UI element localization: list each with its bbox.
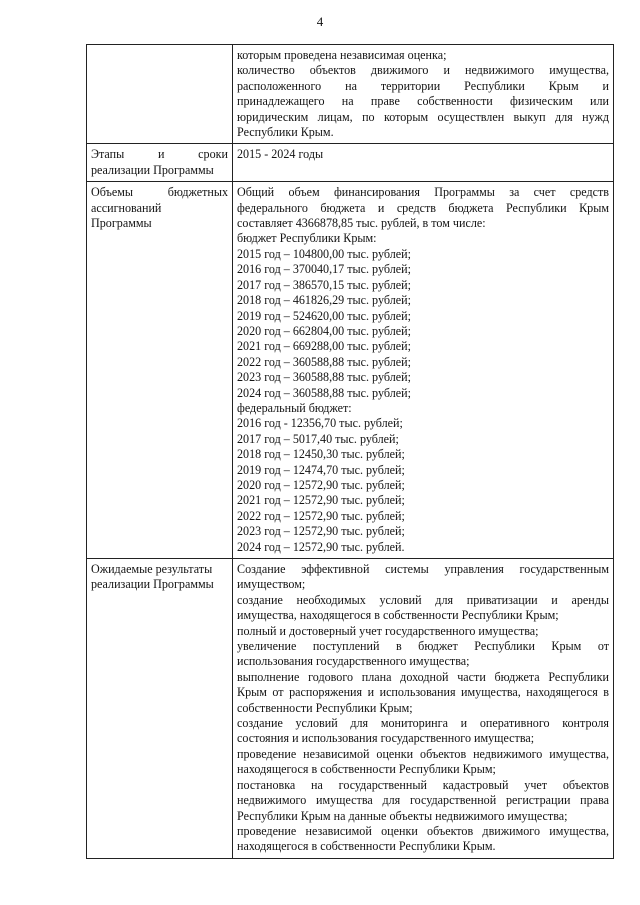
- text-line: имущества, находящегося в собственности Республики Крым;: [237, 608, 559, 623]
- table-row-budget: [87, 182, 614, 559]
- regional-budget-item: 2017 год – 386570,15 тыс. рублей;: [237, 277, 411, 292]
- text-line: расположенного на территории Республики Крым и: [237, 78, 609, 93]
- text-line: Создание эффективной системы управления государственным: [237, 562, 609, 576]
- content-cell-results: [233, 559, 614, 859]
- federal-budget-item: 2023 год – 12572,90 тыс. рублей;: [237, 524, 405, 539]
- regional-budget-item: 2015 год – 104800,00 тыс. рублей;: [237, 246, 411, 261]
- table-row-continuation: [87, 45, 614, 144]
- content-cell-stages: [233, 144, 614, 182]
- content-cell-continuation: [233, 45, 614, 144]
- passport-table: [86, 44, 614, 859]
- text-line: состояния и использования государственного имущества;: [237, 731, 535, 746]
- text-line: использования государственного имущества;: [237, 654, 470, 669]
- label-line: реализации Программы: [91, 577, 214, 592]
- page-number: 4: [316, 14, 324, 29]
- text-line: выполнение годового плана доходной части бюджета Республики: [237, 669, 609, 684]
- text-line: федерального бюджета и средств бюджета Республики Крым: [237, 200, 609, 215]
- text-line: принадлежащего на праве собственности физическим или: [237, 94, 609, 109]
- label-cell-empty: [87, 45, 233, 144]
- regional-budget-item: 2016 год – 370040,17 тыс. рублей;: [237, 262, 411, 277]
- label-cell-results: [87, 559, 233, 859]
- text-line: увеличение поступлений в бюджет Республики Крым от: [237, 639, 609, 654]
- label-cell-stages: [87, 144, 233, 182]
- label-line: Этапы и сроки: [91, 147, 228, 162]
- federal-budget-title: федеральный бюджет:: [237, 400, 352, 415]
- regional-budget-item: 2021 год – 669288,00 тыс. рублей;: [237, 339, 411, 354]
- label-line: реализации Программы: [91, 162, 214, 177]
- text-line: которым проведена независимая оценка;: [237, 48, 447, 62]
- label-line: ассигнований: [91, 200, 162, 215]
- regional-budget-item: 2024 год – 360588,88 тыс. рублей;: [237, 385, 411, 400]
- text-line: Общий объем финансирования Программы за счет средств: [237, 185, 609, 200]
- label-line: Объемы бюджетных: [91, 185, 228, 200]
- federal-budget-item: 2016 год - 12356,70 тыс. рублей;: [237, 416, 403, 431]
- stages-value: 2015 - 2024 годы: [237, 147, 324, 162]
- federal-budget-item: 2024 год – 12572,90 тыс. рублей.: [237, 539, 405, 554]
- federal-budget-item: 2020 год – 12572,90 тыс. рублей;: [237, 477, 405, 492]
- label-line: Программы: [91, 216, 152, 231]
- label-cell-budget: [87, 182, 233, 559]
- text-line: создание условий для мониторинга и оперативного контроля: [237, 716, 609, 731]
- text-line: имуществом;: [237, 577, 306, 592]
- regional-budget-item: 2023 год – 360588,88 тыс. рублей;: [237, 370, 411, 385]
- text-line: находящегося в собственности Республики Крым.: [237, 839, 496, 854]
- text-line: постановка на государственный кадастровый учет объектов: [237, 777, 609, 792]
- federal-budget-item: 2018 год – 12450,30 тыс. рублей;: [237, 447, 405, 462]
- text-line: проведение независимой оценки объектов недвижимого имущества,: [237, 746, 609, 761]
- text-line: находящегося в собственности Республики Крым;: [237, 762, 496, 777]
- federal-budget-item: 2022 год – 12572,90 тыс. рублей;: [237, 508, 405, 523]
- text-line: Республики Крым на данные объекты недвижимого имущества;: [237, 808, 568, 823]
- federal-budget-item: 2019 год – 12474,70 тыс. рублей;: [237, 462, 405, 477]
- federal-budget-item: 2021 год – 12572,90 тыс. рублей;: [237, 493, 405, 508]
- text-line: составляет 4366878,85 тыс. рублей, в том числе:: [237, 216, 486, 231]
- text-line: собственности Республики Крым;: [237, 700, 413, 715]
- text-line: Республики Крым.: [237, 125, 334, 140]
- text-line: проведение независимой оценки объектов движимого имущества,: [237, 823, 609, 838]
- text-line: количество объектов движимого и недвижимого имущества,: [237, 63, 609, 78]
- regional-budget-item: 2022 год – 360588,88 тыс. рублей;: [237, 354, 411, 369]
- regional-budget-item: 2020 год – 662804,00 тыс. рублей;: [237, 323, 411, 338]
- text-line: создание необходимых условий для приватизации и аренды: [237, 592, 609, 607]
- federal-budget-item: 2017 год – 5017,40 тыс. рублей;: [237, 431, 399, 446]
- table-row-stages: [87, 144, 614, 182]
- text-line: полный и достоверный учет государственного имущества;: [237, 623, 539, 638]
- content-cell-budget: [233, 182, 614, 559]
- regional-budget-title: бюджет Республики Крым:: [237, 231, 377, 246]
- text-line: Крым от распоряжения и использования имущества, находящегося в: [237, 685, 609, 700]
- label-line: Ожидаемые результаты: [91, 562, 213, 576]
- regional-budget-item: 2019 год – 524620,00 тыс. рублей;: [237, 308, 411, 323]
- table-row-results: [87, 559, 614, 859]
- text-line: юридическим лицам, по которым осуществлен выкуп для нужд: [237, 109, 609, 124]
- text-line: недвижимого имущества для государственной регистрации права: [237, 793, 609, 808]
- regional-budget-item: 2018 год – 461826,29 тыс. рублей;: [237, 293, 411, 308]
